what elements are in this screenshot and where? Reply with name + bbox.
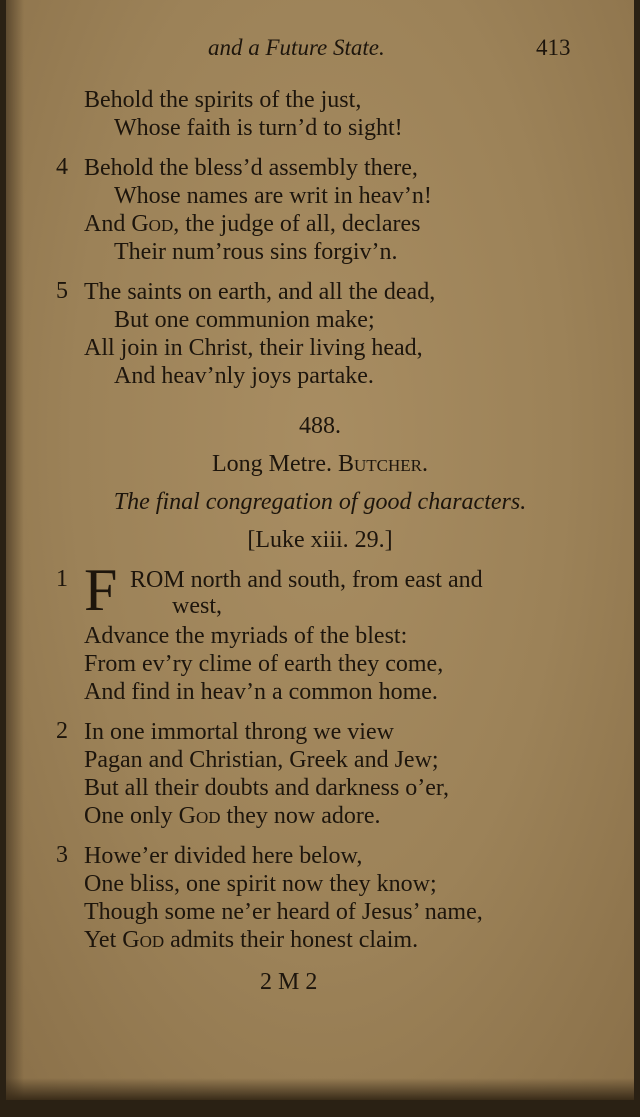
verse-text: admits their honest claim.: [164, 927, 419, 953]
stanza-number: 4: [56, 154, 68, 180]
metre: Long Metre.: [212, 451, 332, 477]
small-caps-word: God: [178, 803, 221, 829]
running-header: and a Future State.: [208, 35, 385, 60]
verse-line: And find in heav’n a common home.: [84, 679, 438, 705]
verse-text: One only: [84, 803, 179, 829]
verse-line: ROM north and south, from east and: [130, 567, 483, 593]
verse-line: Whose faith is turn’d to sight!: [114, 115, 403, 141]
verse-line: Advance the myriads of the blest:: [84, 623, 408, 649]
verse-line: One bliss, one spirit now they know;: [84, 871, 437, 897]
small-caps-word: God: [122, 927, 165, 953]
drop-cap: F: [84, 557, 118, 623]
verse-line: Pagan and Christian, Greek and Jew;: [84, 747, 439, 773]
book-page: [6, 0, 634, 1100]
stanza-number: 1: [56, 566, 68, 592]
small-caps-word: God: [131, 211, 174, 237]
hymn-subject: The final congregation of good characters.: [113, 489, 527, 515]
hymn-number: 488.: [299, 413, 341, 439]
verse-line: Behold the spirits of the just,: [84, 87, 362, 113]
verse-line: Whose names are writ in heav’n!: [114, 183, 432, 209]
verse-line: The saints on earth, and all the dead,: [84, 279, 436, 305]
verse-line: Howe’er divided here below,: [84, 843, 363, 869]
verse-text: And: [84, 211, 132, 237]
stanza-number: 5: [56, 278, 68, 304]
printer-signature: 2 M 2: [260, 969, 318, 995]
tune-name: Butcher.: [337, 451, 428, 477]
verse-line: But all their doubts and darkness o’er,: [84, 775, 449, 801]
verse-text: , the judge of all, declares: [173, 211, 421, 237]
page-number: 413: [536, 35, 571, 60]
stanza-number: 3: [56, 842, 68, 868]
page-bottom-edge: [6, 1078, 634, 1100]
verse-line: But one communion make;: [114, 307, 375, 333]
verse-line: And heav’nly joys partake.: [114, 363, 374, 389]
scripture-reference: [Luke xiii. 29.]: [247, 527, 393, 553]
verse-line: [84, 802, 381, 830]
hymn-metre-line: [6, 450, 634, 478]
verse-line: All join in Christ, their living head,: [84, 335, 423, 361]
verse-line: Their num’rous sins forgiv’n.: [114, 239, 398, 265]
verse-line: Though some ne’er heard of Jesus’ name,: [84, 899, 483, 925]
verse-line: In one immortal throng we view: [84, 719, 394, 745]
verse-text: they now adore.: [220, 803, 381, 829]
verse-line: [84, 926, 418, 954]
verse-line: From ev’ry clime of earth they come,: [84, 651, 444, 677]
verse-line: west,: [172, 593, 222, 619]
verse-line: Behold the bless’d assembly there,: [84, 155, 418, 181]
stanza-number: 2: [56, 718, 68, 744]
verse-line: [84, 210, 420, 238]
verse-text: Yet: [84, 927, 123, 953]
